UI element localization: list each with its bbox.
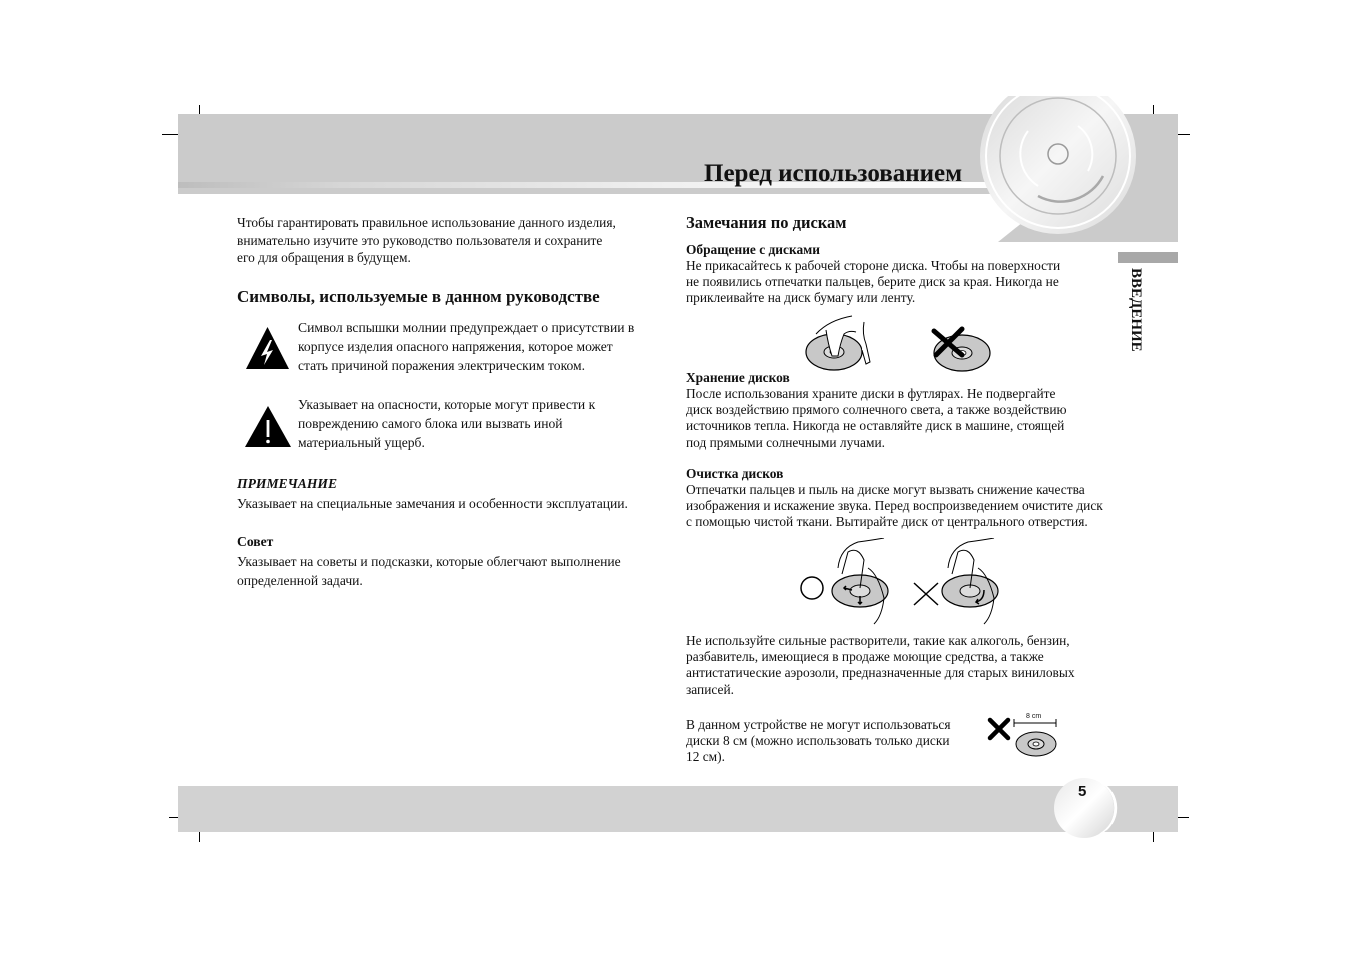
storage-text <box>686 386 1126 451</box>
symbol-text-line: стать причиной поражения электрическим током. <box>298 358 586 373</box>
side-tab-bar <box>1118 252 1178 263</box>
tip-text-line: определенной задачи. <box>237 573 363 588</box>
intro-line: внимательно изучите это руководство пользователя и сохраните <box>237 232 603 248</box>
tip-heading: Совет <box>237 534 274 549</box>
disc-decoration-icon <box>978 96 1138 256</box>
tip-text-line: Указывает на советы и подсказки, которые облегчают выполнение <box>237 554 621 569</box>
small-disc-line: 12 см). <box>686 749 725 765</box>
cleaning-line: изображения и искажение звука. Перед воспроизведением очистите диск <box>686 498 1103 514</box>
symbol-text-line: Символ вспышки молнии предупреждает о присутствии в <box>298 320 635 335</box>
handling-line: Не прикасайтесь к рабочей стороне диска. Чтобы на поверхности <box>686 258 1061 273</box>
note-text: Указывает на специальные замечания и особенности эксплуатации. <box>237 496 628 511</box>
discs-heading: Замечания по дискам <box>686 213 847 232</box>
side-tab-label: ВВЕДЕНИЕ <box>1128 268 1144 352</box>
symbol-text-line: Указывает на опасности, которые могут привести к <box>298 397 596 412</box>
small-disc-text <box>686 717 986 766</box>
lightning-warning-icon <box>245 326 290 370</box>
intro-paragraph <box>237 214 667 267</box>
solvents-line: Не используйте сильные растворители, такие как алкоголь, бензин, <box>686 633 1070 648</box>
storage-line: под прямыми солнечными лучами. <box>686 434 885 450</box>
solvents-line: записей. <box>686 681 734 697</box>
small-disc-line: диски 8 см (можно использовать только диски <box>686 733 950 749</box>
symbols-heading: Символы, используемые в данном руководстве <box>237 287 600 306</box>
storage-line: После использования храните диски в футлярах. Не подвергайте <box>686 386 1056 401</box>
cleaning-text <box>686 482 1136 531</box>
symbol-text-line: материальный ущерб. <box>298 435 425 450</box>
disc-held-correctly-icon <box>804 314 874 372</box>
storage-line: источников тепла. Никогда не оставляйте диск в машине, стоящей <box>686 418 1065 434</box>
incorrect-cross-icon <box>914 583 938 605</box>
cleaning-title: Очистка дисков <box>686 466 784 481</box>
cleaning-line: с помощью чистой ткани. Вытирайте диск от центрального отверстия. <box>686 514 1088 530</box>
cleaning-line: Отпечатки пальцев и пыль на диске могут вызвать снижение качества <box>686 482 1085 497</box>
symbol-text-line: корпусе изделия опасного напряжения, которое может <box>298 339 613 354</box>
disc-held-incorrectly-icon <box>928 325 994 373</box>
disc-wiped-circularly-icon <box>942 538 998 624</box>
storage-title: Хранение дисков <box>686 370 790 385</box>
intro-line: его для обращения в будущем. <box>237 250 411 265</box>
handling-title: Обращение с дисками <box>686 242 820 257</box>
page-number: 5 <box>1078 783 1087 800</box>
handling-line: приклеивайте на диск бумагу или ленту. <box>686 290 916 306</box>
storage-line: диск воздействию прямого солнечного света, а также воздействию <box>686 402 1067 418</box>
note-heading: ПРИМЕЧАНИЕ <box>237 476 338 491</box>
symbol-text-line: повреждению самого блока или вызвать иной <box>298 416 563 431</box>
handling-line: не появились отпечатки пальцев, берите диск за края. Никогда не <box>686 274 1059 290</box>
solvents-text <box>686 633 1136 698</box>
page-number-disc-icon <box>1054 772 1122 838</box>
handling-text <box>686 258 1126 307</box>
disc-wiped-radially-icon <box>832 538 888 624</box>
small-disc-line: В данном устройстве не могут использоваться <box>686 717 951 732</box>
solvents-line: антистатические аэрозоли, предназначенные для старых виниловых <box>686 665 1075 681</box>
symbol-description <box>298 395 678 452</box>
disc-cleaning-illustration <box>798 538 1020 630</box>
footer-band <box>178 786 1178 832</box>
intro-line: Чтобы гарантировать правильное использование данного изделия, <box>237 215 616 230</box>
small-disc-not-allowed-icon <box>986 712 1060 760</box>
page-title: Перед использованием <box>704 160 963 187</box>
exclamation-warning-icon <box>244 405 292 448</box>
solvents-line: разбавитель, имеющиеся в продаже моющие средства, а также <box>686 649 1044 665</box>
correct-circle-icon <box>801 577 823 599</box>
disc-size-label: 8 cm <box>1026 713 1042 720</box>
tip-text <box>237 552 677 590</box>
symbol-description <box>298 318 678 375</box>
